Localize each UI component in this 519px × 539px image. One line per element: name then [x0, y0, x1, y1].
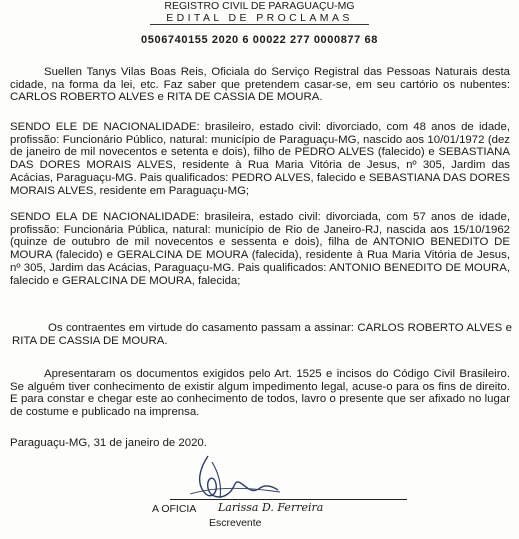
edital-title: EDITAL DE PROCLAMAS [166, 12, 353, 24]
signer-title: Escrevente [209, 517, 262, 529]
closing-paragraph: Apresentaram os documentos exigidos pelo Art. 1525 e incisos do Código Civil Brasileiro. Se alguém tiver conhecimento de existir algum impedimento legal, acuse-o para os fins de direito. E para constar e chegar este ao conhecimento de todos, lavro o presente que ser afixado no lugar de costume e publicado na imprensa. [10, 368, 510, 419]
groom-paragraph: SENDO ELE DE NACIONALIDADE: brasileiro, estado civil: divorciado, com 48 anos de idade, profissão: Funcionário Público, natural: município de Paraguaçu-MG, nascido aos 10/01/1972 (dez de janeiro de mil novecentos e setenta e dois), filho de PEDRO ALVES (falecido) e SEBASTIANA DAS DORES MORAIS ALVES, residente à Rua Maria Vitória de Jesus, nº 305, Jardim das Acácias, Paraguaçu-MG. Pais qualificados: PEDRO ALVES, falecido e SEBASTIANA DAS DORES MORAIS ALVES, residente em Paraguaçu-MG; [10, 121, 510, 197]
place-date: Paraguaçu-MG, 31 de janeiro de 2020. [10, 437, 207, 449]
header-divider [150, 24, 369, 25]
bride-paragraph: SENDO ELA DE NACIONALIDADE: brasileira, estado civil: divorciada, com 57 anos de idade, profissão: Funcionária Pública, natural: município de Rio de Janeiro-RJ, nascida aos 15/10/1962 (quinze de outubro de mil novecentos e sessenta e dois), filha de ANTONIO BENEDITO DE MOURA (falecido) e GERALCINA DE MOURA (falecida), residente à Rua Maria Vitória de Jesus, nº 305, Jardim das Acácias, Paraguaçu-MG. Pais qualificados: ANTONIO BENEDITO DE MOURA, falecido e GERALCINA DE MOURA, falecida; [10, 211, 510, 287]
signer-name: Larissa D. Ferreira [218, 501, 324, 514]
registry-title: REGISTRO CIVIL DE PARAGUAÇU-MG [164, 0, 355, 12]
contract-paragraph: Os contraentes em virtude do casamento passam a assinar: CARLOS ROBERTO ALVES e RITA DE CASSIA DE MOURA. [12, 322, 512, 347]
registration-number: 0506740155 2020 6 00022 277 0000877 68 [141, 34, 378, 46]
signature-line [170, 499, 407, 500]
intro-paragraph: Suellen Tanys Vilas Boas Reis, Oficiala do Serviço Registral das Pessoas Naturais desta cidade, na forma da lei, etc. Faz saber que pretendem casar-se, em seu cartório os nubentes: CARLOS ROBERTO ALVES e RITA DE CASSIA DE MOURA. [10, 66, 510, 104]
signature-prefix: A OFICIA [152, 503, 197, 515]
